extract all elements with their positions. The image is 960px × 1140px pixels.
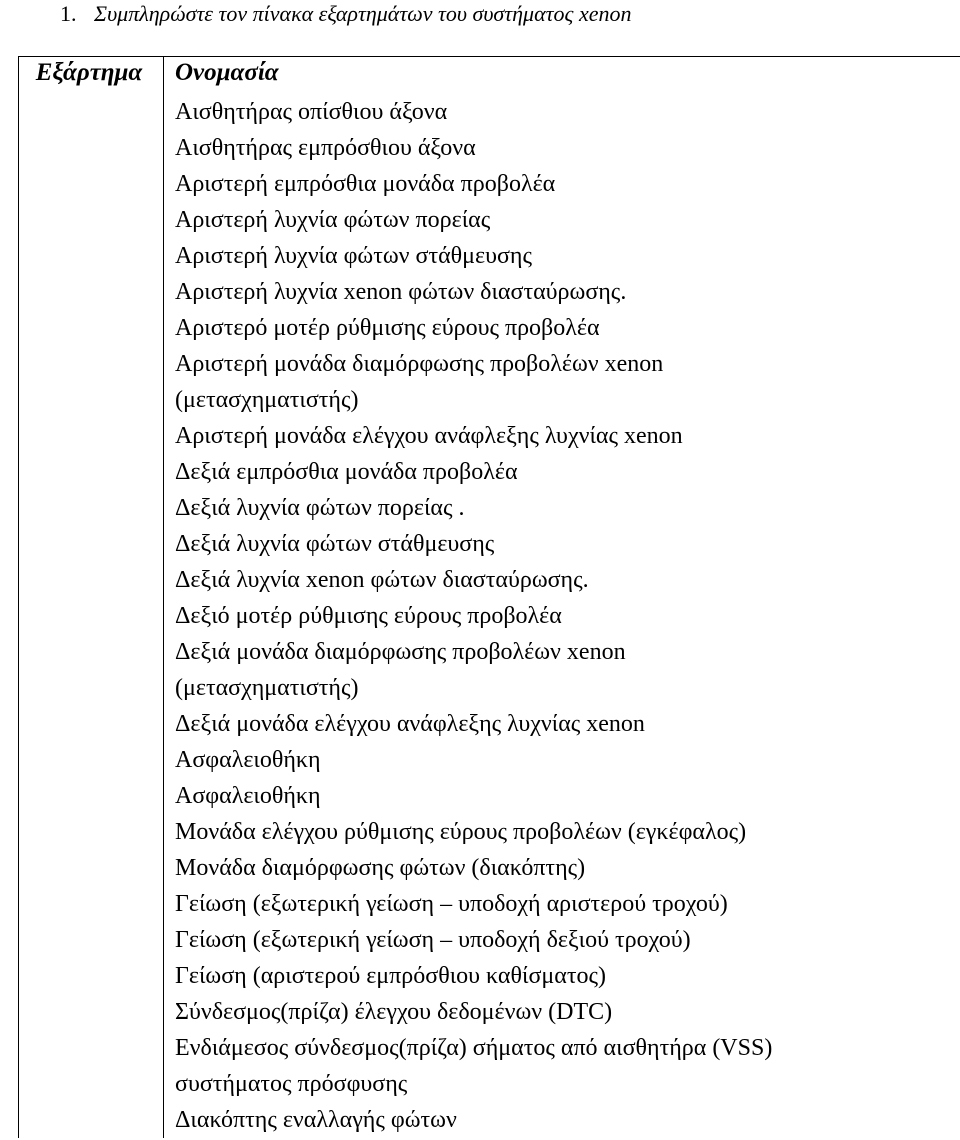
row-name: Ασφαλειοθήκη	[175, 747, 321, 773]
table-row	[175, 850, 960, 886]
table-row	[175, 1030, 960, 1102]
table-row	[175, 238, 960, 274]
row-name: Μονάδα ελέγχου ρύθμισης εύρους προβολέων (εγκέφαλος)	[175, 819, 747, 845]
row-name: Αριστερή λυχνία φώτων πορείας	[175, 207, 491, 233]
table-row	[175, 166, 960, 202]
table-row	[175, 274, 960, 310]
row-name: Γείωση (εξωτερική γείωση – υποδοχή δεξιού τροχού)	[175, 927, 691, 953]
row-name: Αριστερό μοτέρ ρύθμισης εύρους προβολέα	[175, 315, 600, 341]
table-row	[175, 202, 960, 238]
table-row	[175, 814, 960, 850]
row-name-continued: συστήματος πρόσφυσης	[175, 1071, 408, 1097]
row-name: Δεξιά μονάδα διαμόρφωσης προβολέων xenon	[175, 639, 626, 665]
table-row	[175, 958, 960, 994]
header-name: Ονομασία	[175, 59, 279, 86]
table-row	[175, 778, 960, 814]
row-name: Γείωση (αριστερού εμπρόσθιου καθίσματος)	[175, 963, 606, 989]
table-row	[175, 706, 960, 742]
row-name-continued: (μετασχηματιστής)	[175, 675, 359, 701]
row-name: Μονάδα διαμόρφωσης φώτων (διακόπτης)	[175, 855, 586, 881]
table-row	[175, 634, 960, 706]
components-table	[18, 56, 960, 1138]
row-name: Ασφαλειοθήκη	[175, 783, 321, 809]
table-header-row	[19, 59, 960, 93]
row-name-continued: (μετασχηματιστής)	[175, 387, 359, 413]
table-row	[175, 994, 960, 1030]
row-name: Αριστερή λυχνία xenon φώτων διασταύρωσης.	[175, 279, 627, 305]
table-row	[175, 886, 960, 922]
row-name: Διακόπτης εναλλαγής φώτων	[175, 1107, 457, 1133]
row-name: Δεξιά μονάδα ελέγχου ανάφλεξης λυχνίας xenon	[175, 711, 645, 737]
row-name: Δεξιά λυχνία φώτων πορείας .	[175, 495, 465, 521]
table-row	[175, 418, 960, 454]
table-row	[175, 94, 960, 130]
row-name: Αριστερή μονάδα ελέγχου ανάφλεξης λυχνίας xenon	[175, 423, 683, 449]
table-row	[175, 742, 960, 778]
exercise-instruction: Συμπληρώστε τον πίνακα εξαρτημάτων του συστήματος xenon	[94, 1, 632, 26]
exercise-heading	[60, 0, 631, 28]
table-row	[175, 598, 960, 634]
table-rows	[175, 94, 960, 1138]
table-row	[175, 490, 960, 526]
row-name: Δεξιά λυχνία φώτων στάθμευσης	[175, 531, 495, 557]
row-name: Δεξιά λυχνία xenon φώτων διασταύρωσης.	[175, 567, 589, 593]
table-row	[175, 346, 960, 418]
table-row	[175, 562, 960, 598]
row-name: Δεξιό μοτέρ ρύθμισης εύρους προβολέα	[175, 603, 562, 629]
exercise-number: 1.	[60, 1, 77, 26]
row-name: Δεξιά εμπρόσθια μονάδα προβολέα	[175, 459, 518, 485]
row-name: Σύνδεσμος(πρίζα) έλεγχου δεδομένων (DTC)	[175, 999, 613, 1025]
row-name: Γείωση (εξωτερική γείωση – υποδοχή αριστερού τροχού)	[175, 891, 728, 917]
row-name: Αισθητήρας οπίσθιου άξονα	[175, 99, 448, 125]
table-row	[175, 1102, 960, 1138]
row-name: Αριστερή λυχνία φώτων στάθμευσης	[175, 243, 532, 269]
table-row	[175, 454, 960, 490]
row-name: Αριστερή εμπρόσθια μονάδα προβολέα	[175, 171, 556, 197]
column-divider	[163, 57, 164, 1138]
table-row	[175, 310, 960, 346]
table-row	[175, 922, 960, 958]
header-component: Εξάρτημα	[35, 59, 143, 86]
row-name: Αριστερή μονάδα διαμόρφωσης προβολέων xenon	[175, 351, 664, 377]
table-row	[175, 130, 960, 166]
row-name: Ενδιάμεσος σύνδεσμος(πρίζα) σήματος από αισθητήρα (VSS)	[175, 1035, 773, 1061]
row-name: Αισθητήρας εμπρόσθιου άξονα	[175, 135, 476, 161]
table-row	[175, 526, 960, 562]
